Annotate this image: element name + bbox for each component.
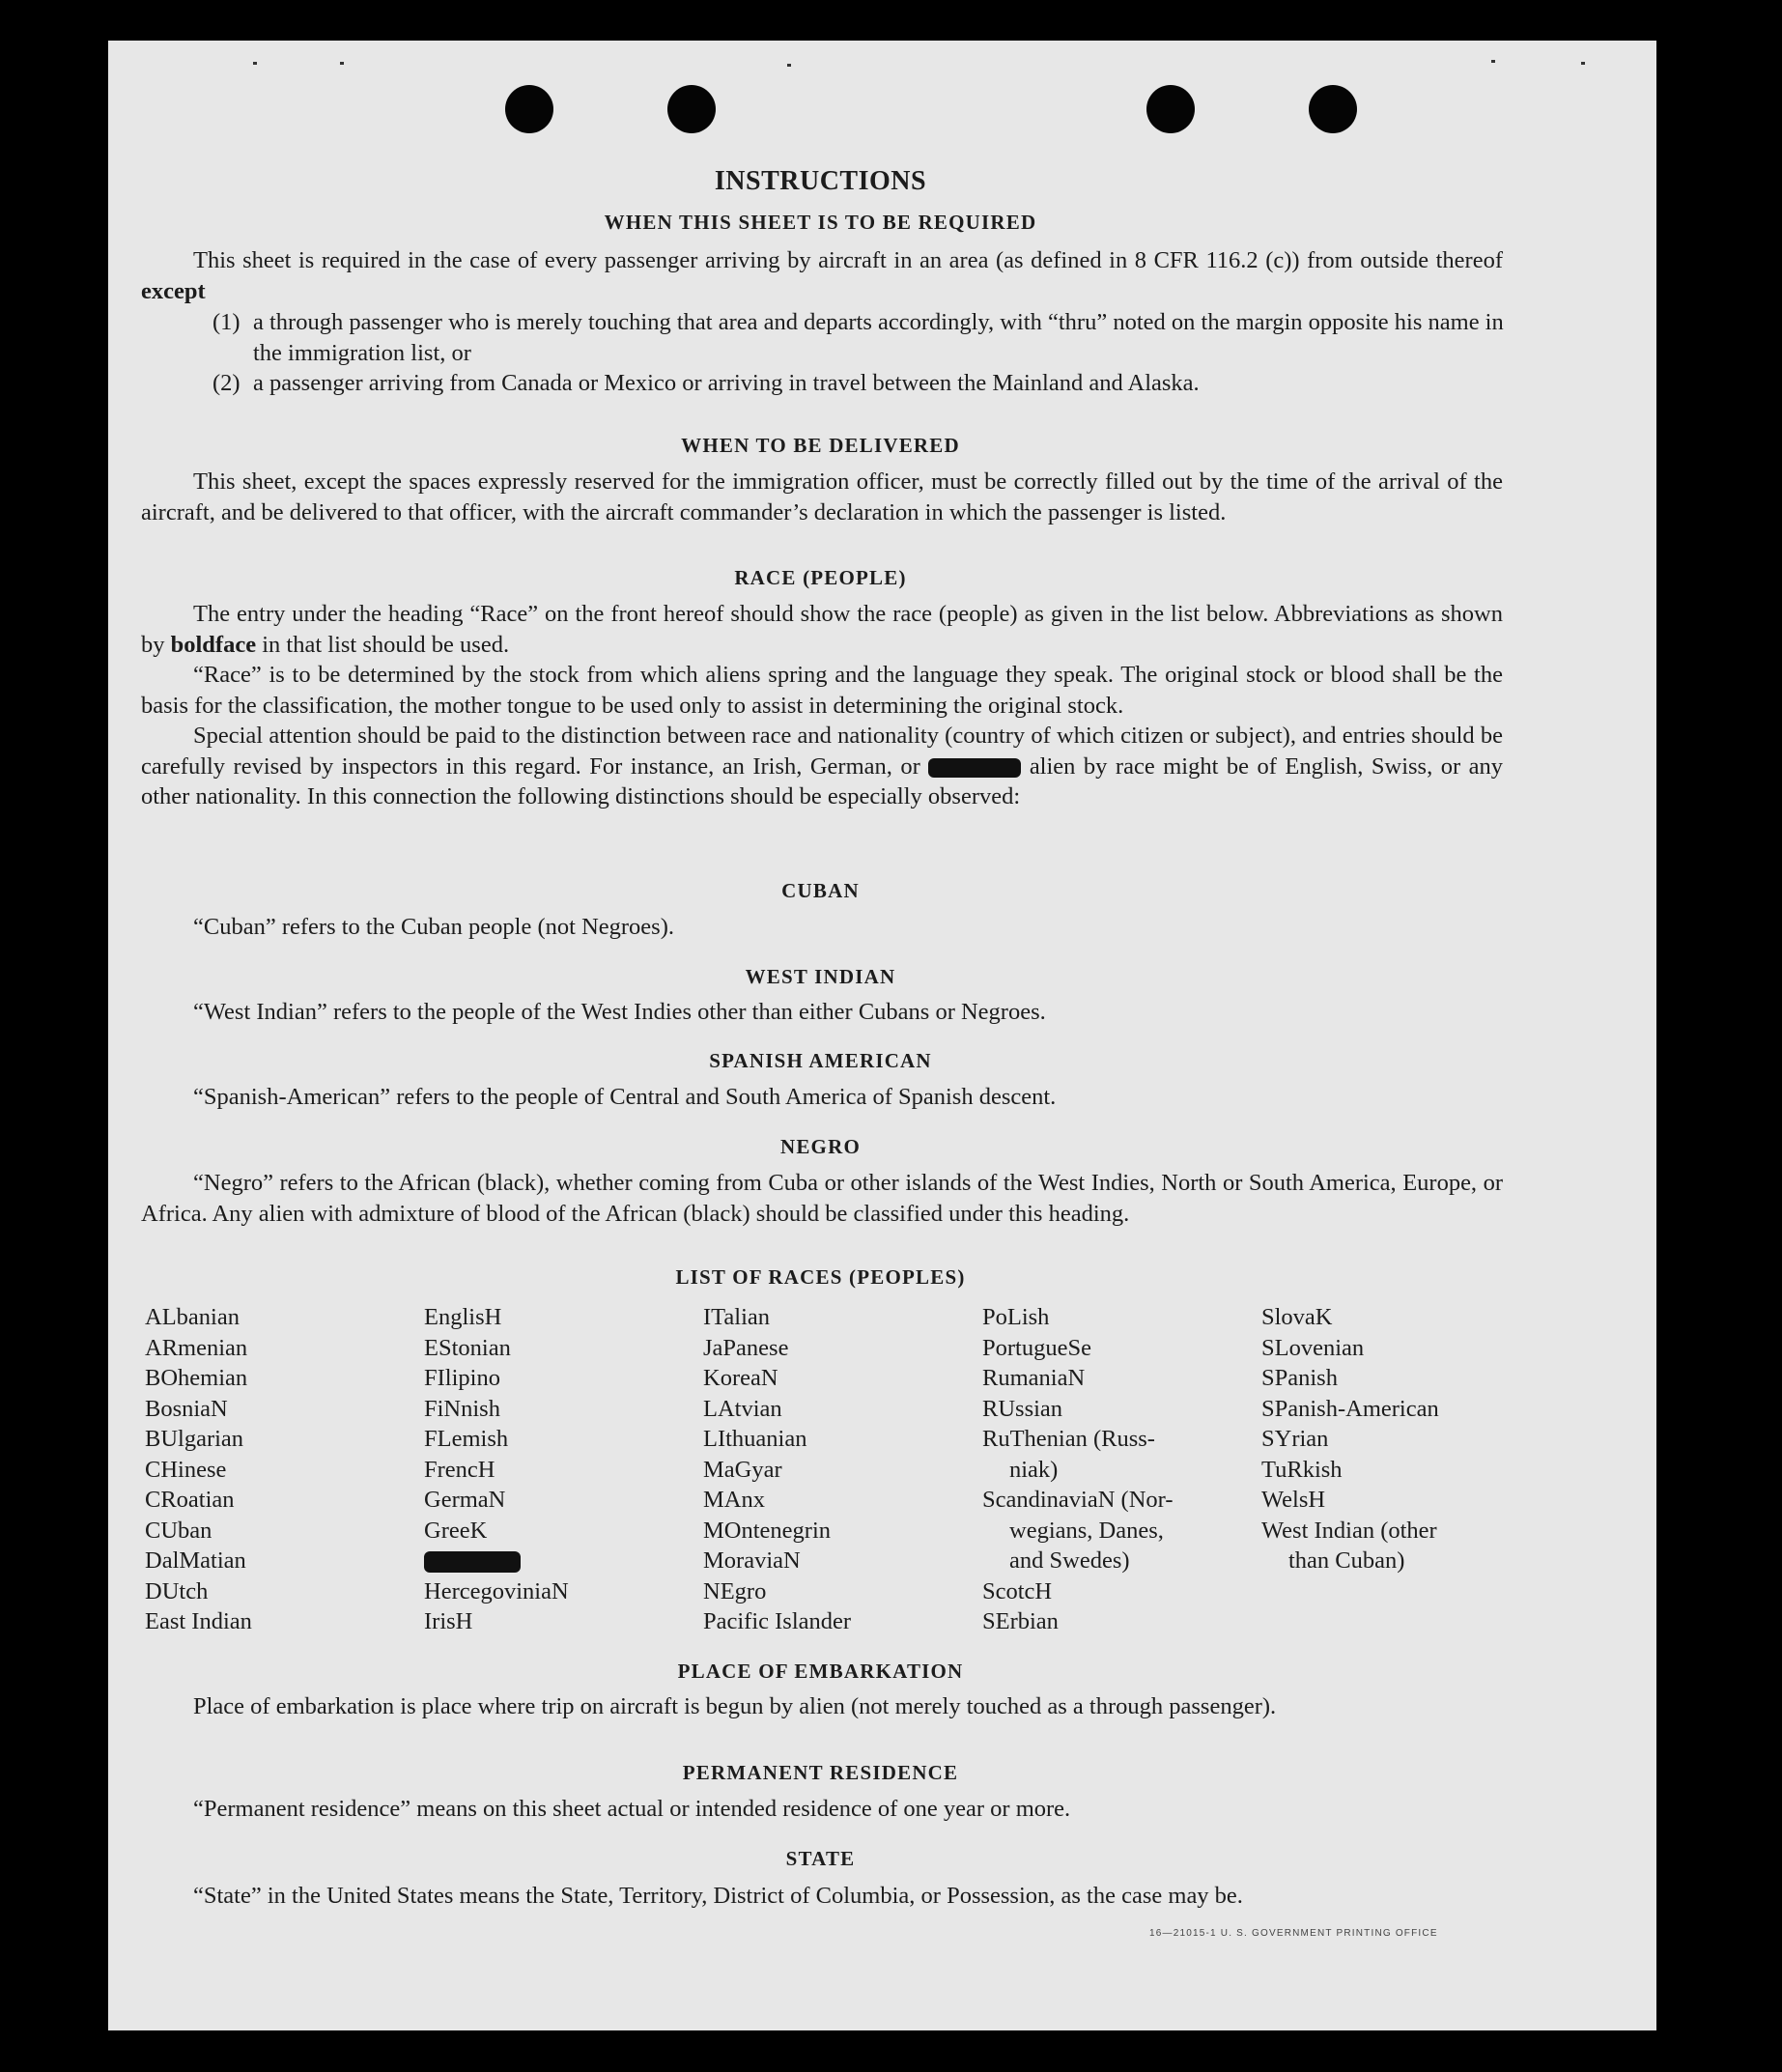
race-entry: NEgro (703, 1577, 767, 1604)
race-entry: MaGyar (703, 1456, 782, 1483)
section-heading: WEST INDIAN (745, 965, 896, 988)
edge-speck (1581, 62, 1585, 65)
paragraph (141, 997, 1503, 1028)
punch-hole (505, 85, 553, 133)
race-entry: BosniaN (145, 1395, 228, 1422)
race-entry: CHinese (145, 1456, 227, 1483)
race-entry: ITalian (703, 1304, 771, 1330)
edge-speck (1491, 60, 1495, 63)
race-entry: BUlgarian (145, 1426, 244, 1452)
race-entry: IrisH (424, 1608, 473, 1634)
race-entry: ScotcH (982, 1577, 1053, 1604)
race-entry: FIlipino (424, 1365, 500, 1391)
race-entry: SErbian (982, 1608, 1059, 1634)
race-column (982, 1302, 1173, 1637)
race-entry: FLemish (424, 1426, 509, 1452)
item-number: (1) (212, 309, 240, 335)
race-entry-continued: than Cuban) (1288, 1547, 1405, 1574)
paragraph-text: “State” in the United States means the State, Territory, District of Columbia, or Possession, as the case may be. (193, 1883, 1243, 1909)
race-entry: JaPanese (703, 1334, 789, 1361)
race-entry: SLovenian (1261, 1334, 1365, 1361)
race-entry: DUtch (145, 1577, 209, 1604)
race-entry: KoreaN (703, 1365, 778, 1391)
paragraph-text: Place of embarkation is place where trip on aircraft is begun by alien (not merely touched as a through passenger). (193, 1693, 1277, 1719)
paragraph-text: “Cuban” refers to the Cuban people (not Negroes). (193, 914, 674, 940)
paragraph-text: alien by race might be of English, Swiss, or any other nationality. In this connection the following distinctions should be especially observed: (141, 752, 1503, 809)
race-entry: EnglisH (424, 1304, 502, 1330)
section-heading: PERMANENT RESIDENCE (682, 1761, 959, 1784)
race-entry: SPanish (1261, 1365, 1338, 1391)
document-page (108, 41, 1656, 2030)
paragraph-text: The entry under the heading “Race” on the front hereof should show the race (people) as given in the list below. Abbreviations as shown by (141, 601, 1503, 658)
race-entry: PoLish (982, 1304, 1050, 1330)
paragraph-text: “Negro” refers to the African (black), whether coming from Cuba or other islands of the West Indies, North or South America, Europe, or Africa. Any alien with admixture of blood of the African (black) should be classified under this heading. (141, 1170, 1503, 1227)
race-entry: ARmenian (145, 1334, 248, 1361)
paragraph (141, 912, 1503, 943)
edge-speck (787, 64, 791, 67)
section-heading: WHEN TO BE DELIVERED (681, 434, 960, 457)
race-column (424, 1302, 569, 1637)
paragraph-text: “West Indian” refers to the people of the West Indies other than either Cubans or Negroes. (193, 999, 1046, 1025)
race-entry: WelsH (1261, 1487, 1326, 1513)
race-entry-continued: and Swedes) (1009, 1547, 1130, 1574)
item-text: a through passenger who is merely touching that area and departs accordingly, with “thru” noted on the margin opposite his name in the immigration list, or (253, 309, 1504, 366)
emphasis-text: except (141, 277, 206, 304)
race-entry: RUssian (982, 1395, 1063, 1422)
race-entry: FrencH (424, 1456, 495, 1483)
paragraph-text: “Permanent residence” means on this sheet actual or intended residence of one year or more. (193, 1796, 1071, 1822)
race-entry: LAtvian (703, 1395, 782, 1422)
punch-hole (667, 85, 716, 133)
section-heading: STATE (785, 1847, 856, 1870)
page-title: INSTRUCTIONS (714, 166, 927, 196)
race-entry: SPanish-American (1261, 1395, 1439, 1422)
list-item (212, 307, 1509, 368)
race-entry: GreeK (424, 1517, 488, 1544)
race-entry: ALbanian (145, 1304, 240, 1330)
punch-hole (1146, 85, 1195, 133)
race-entry: ScandinaviaN (Nor- (982, 1487, 1174, 1513)
paragraph-text: This sheet is required in the case of every passenger arriving by aircraft in an area (as defined in 8 CFR 116.2 (c)) from outside thereof (193, 247, 1503, 273)
redaction-mark (424, 1551, 521, 1573)
paragraph-text: “Spanish-American” refers to the people of Central and South America of Spanish descent. (193, 1084, 1057, 1110)
section-heading: CUBAN (781, 879, 860, 902)
paragraph-text: This sheet, except the spaces expressly reserved for the immigration officer, must be correctly filled out by the time of the arrival of the aircraft, and be delivered to that officer, with the aircraft commander’s declaration in which the passenger is listed. (141, 468, 1503, 525)
race-entry: SYrian (1261, 1426, 1329, 1452)
race-entry: East Indian (145, 1608, 252, 1634)
paragraph (141, 1794, 1503, 1825)
list-item (212, 368, 1509, 399)
race-entry: West Indian (other (1261, 1517, 1437, 1544)
race-entry-redacted (424, 1546, 569, 1576)
race-entry: CUban (145, 1517, 212, 1544)
race-entry: DalMatian (145, 1547, 246, 1574)
race-column (703, 1302, 851, 1637)
race-entry: MoraviaN (703, 1547, 801, 1574)
punch-hole (1309, 85, 1357, 133)
race-entry: RuThenian (Russ- (982, 1426, 1155, 1452)
race-entry-continued: wegians, Danes, (1009, 1517, 1164, 1544)
paragraph (141, 245, 1503, 306)
race-entry: MOntenegrin (703, 1517, 831, 1544)
paragraph (141, 1082, 1503, 1113)
race-entry: BOhemian (145, 1365, 248, 1391)
paragraph-text: in that list should be used. (256, 631, 510, 658)
item-text: a passenger arriving from Canada or Mexico or arriving in travel between the Mainland and Alaska. (253, 370, 1200, 396)
printer-imprint: 16—21015-1 U. S. GOVERNMENT PRINTING OFFICE (1149, 1928, 1438, 1939)
race-entry: FiNnish (424, 1395, 500, 1422)
emphasis-text: boldface (170, 631, 257, 658)
race-column (1261, 1302, 1439, 1576)
edge-speck (253, 62, 257, 65)
race-entry: HercegoviniaN (424, 1577, 569, 1604)
paragraph (141, 599, 1503, 812)
race-entry: TuRkish (1261, 1456, 1343, 1483)
race-entry: GermaN (424, 1487, 506, 1513)
section-heading: LIST OF RACES (PEOPLES) (675, 1265, 966, 1289)
paragraph-text: “Race” is to be determined by the stock from which aliens spring and the language they speak. The original stock or blood shall be the basis for the classification, the mother tongue to be used only to assist in determining the original stock. (141, 662, 1503, 719)
paragraph (141, 1691, 1503, 1722)
section-heading: RACE (PEOPLE) (734, 566, 907, 589)
paragraph (141, 1168, 1503, 1229)
paragraph (141, 467, 1503, 527)
race-entry: PortugueSe (982, 1334, 1091, 1361)
edge-speck (340, 62, 344, 65)
race-entry: EStonian (424, 1334, 511, 1361)
section-heading: SPANISH AMERICAN (709, 1049, 932, 1072)
race-entry-continued: niak) (1009, 1456, 1059, 1483)
paragraph-text: Special attention should be paid to the distinction between race and nationality (country of which citizen or subject), and entries should be carefully revised by inspectors in this regard. For instance, an Irish, German, or (141, 723, 1503, 780)
item-number: (2) (212, 370, 240, 396)
section-heading: WHEN THIS SHEET IS TO BE REQUIRED (604, 211, 1037, 234)
race-entry: CRoatian (145, 1487, 235, 1513)
race-entry: Pacific Islander (703, 1608, 852, 1634)
race-entry: RumaniaN (982, 1365, 1086, 1391)
race-entry: LIthuanian (703, 1426, 807, 1452)
section-heading: PLACE OF EMBARKATION (677, 1660, 964, 1683)
paragraph (141, 1881, 1503, 1912)
race-entry: MAnx (703, 1487, 765, 1513)
redaction-mark (928, 758, 1021, 778)
race-column (145, 1302, 252, 1637)
race-entry: SlovaK (1261, 1304, 1333, 1330)
section-heading: NEGRO (779, 1135, 861, 1158)
